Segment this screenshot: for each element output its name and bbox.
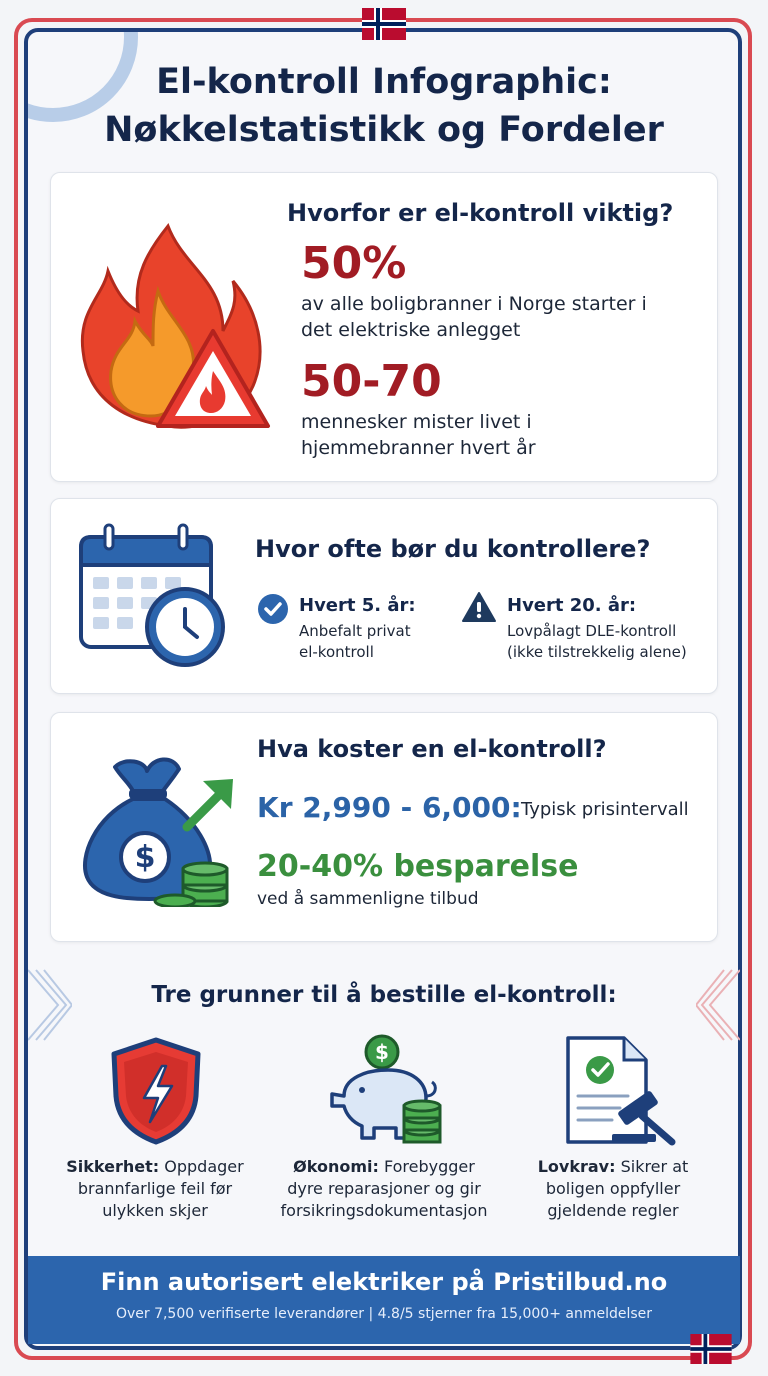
reason-legal-label: Lovkrav: (537, 1157, 616, 1176)
legal-document-icon (560, 1034, 680, 1148)
reason-economy-line-1: Forebygger (378, 1157, 475, 1176)
piggy-bank-icon (326, 1034, 446, 1146)
reason-safety-line-1: Oppdager (159, 1157, 244, 1176)
fire-stat-value: 50% (301, 238, 407, 289)
reason-safety-label: Sikkerhet: (66, 1157, 160, 1176)
page-title (40, 58, 728, 154)
money-bag-icon (75, 747, 235, 907)
title-line-2: Nøkkelstatistikk og Fordeler (104, 110, 664, 150)
frequency-recommended-description (299, 621, 411, 663)
frequency-recommended-line-1: Anbefalt privat (299, 622, 411, 640)
reason-safety-line-3: ulykken skjer (102, 1201, 208, 1220)
deaths-stat-description (301, 409, 536, 461)
fire-stat-description (301, 291, 647, 343)
frequency-mandatory-line-1: Lovpålagt DLE-kontroll (507, 622, 677, 640)
svg-text:$: $ (375, 1040, 389, 1064)
norway-flag-bottom-icon (690, 1334, 732, 1364)
price-range: Kr 2,990 - 6,000: (257, 791, 522, 824)
reason-safety-line-2: brannfarlige feil før (77, 1179, 233, 1198)
reason-legal-line-3: gjeldende regler (547, 1201, 679, 1220)
check-circle-icon (257, 593, 289, 625)
frequency-heading: Hvor ofte bør du kontrollere? (255, 535, 651, 563)
why-heading: Hvorfor er el-kontroll viktig? (287, 199, 674, 227)
frequency-card (50, 498, 718, 694)
reason-economy-line-3: forsikringsdokumentasjon (280, 1201, 488, 1220)
frequency-mandatory-title: Hvert 20. år: (507, 595, 637, 616)
fire-warning-icon (73, 221, 273, 431)
warning-triangle-icon (461, 591, 497, 623)
calendar-clock-icon (77, 523, 229, 671)
savings-value: 20-40% besparelse (257, 849, 579, 884)
fire-stat-line-1: av alle boligbranner i Norge starter i (301, 293, 647, 315)
why-card (50, 172, 718, 482)
reason-legal-line-2: boligen oppfyller (545, 1179, 681, 1198)
reason-legal-line-1: Sikrer at (615, 1157, 689, 1176)
norway-flag-icon (361, 8, 407, 40)
savings-note: ved å sammenligne tilbud (257, 889, 479, 909)
shield-lightning-icon (108, 1036, 204, 1146)
deaths-stat-value: 50-70 (301, 356, 442, 407)
frequency-recommended-title: Hvert 5. år: (299, 595, 416, 616)
reason-economy-line-2: dyre reparasjoner og gir (287, 1179, 481, 1198)
frequency-recommended-line-2: el-kontroll (299, 643, 374, 661)
footer-stats: Over 7,500 verifiserte leverandører | 4.8/5 stjerner fra 15,000+ anmeldelser (115, 1306, 653, 1322)
price-range-note: Typisk prisintervall (521, 799, 689, 820)
fire-stat-line-2: det elektriske anlegget (301, 319, 521, 341)
title-line-1: El-kontroll Infographic: (156, 62, 612, 102)
cost-card (50, 712, 718, 942)
deaths-stat-line-2: hjemmebranner hvert år (301, 437, 536, 459)
cost-heading: Hva koster en el-kontroll? (257, 735, 607, 763)
frequency-mandatory-line-2: (ikke tilstrekkelig alene) (507, 643, 687, 661)
reason-economy (259, 1156, 509, 1222)
footer-call-to-action[interactable]: Finn autorisert elektriker på Pristilbud.no (100, 1268, 668, 1296)
reasons-heading: Tre grunner til å bestille el-kontroll: (151, 982, 617, 1008)
reason-safety (30, 1156, 280, 1222)
frequency-mandatory-description (507, 621, 687, 663)
reason-economy-label: Økonomi: (293, 1157, 379, 1176)
footer-banner (28, 1256, 740, 1344)
deaths-stat-line-1: mennesker mister livet i (301, 411, 532, 433)
reason-legal (488, 1156, 738, 1222)
svg-text:$: $ (134, 840, 156, 875)
